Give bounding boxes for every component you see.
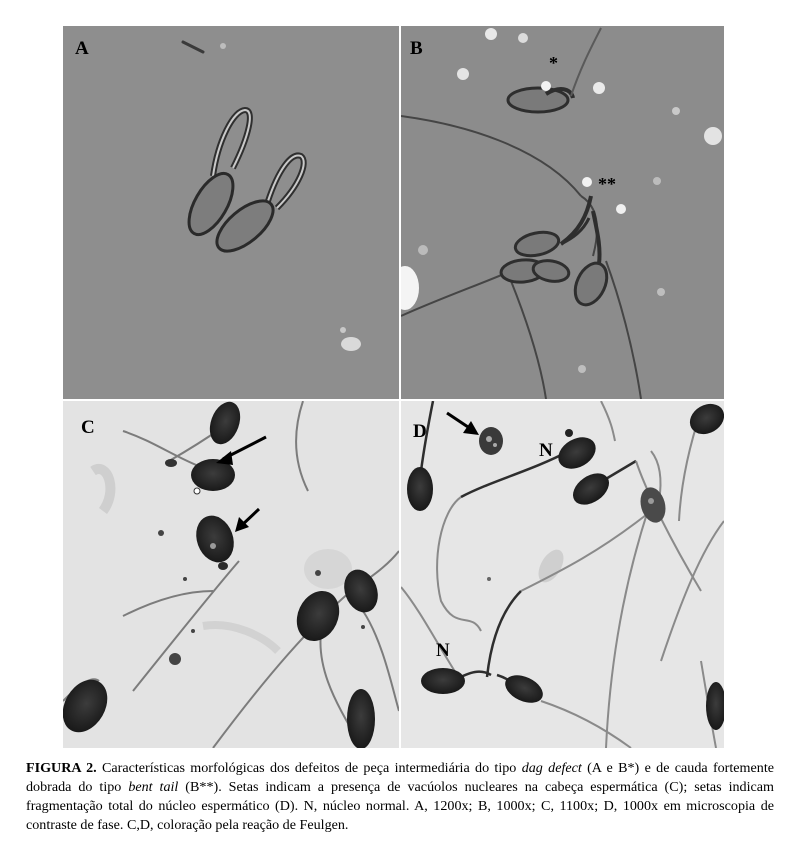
micrograph-panel-b <box>401 26 724 399</box>
panel-d-image <box>401 401 724 748</box>
sperm-head <box>407 467 433 511</box>
caption-term: bent tail <box>128 779 179 795</box>
figure-label: FIGURA 2. <box>26 760 97 776</box>
panel-a-image <box>63 26 399 399</box>
bent-tail-marker: ** <box>598 174 616 194</box>
caption-term: dag defect <box>521 760 582 776</box>
micrograph-panel-a <box>63 26 399 399</box>
panel-b-label: B <box>410 38 423 59</box>
panel-c-image <box>63 401 399 748</box>
panel-a-label: A <box>75 38 89 59</box>
sperm-head <box>479 427 503 455</box>
caption-text: Características morfológicas dos defeitos de peça intermediária do tipo <box>96 760 522 776</box>
sperm-head <box>347 689 375 748</box>
panel-b-image <box>401 26 724 399</box>
micrograph-panel-d <box>401 401 724 748</box>
caption-text: (A e B*) e de cauda fortemente dobrada do tipo <box>26 760 774 795</box>
normal-nucleus-label: N <box>436 640 450 661</box>
micrograph-panel-c <box>63 401 399 748</box>
sperm-head <box>421 668 465 694</box>
figure-caption <box>26 759 774 835</box>
caption-text: (B**). Setas indicam a presença de vacúolos nucleares na cabeça espermática (C); setas indicam fragmentação total do núcleo espermático (D). N, núcleo normal. A, 1200x; B, 1000x; C, 1100x; D, 1000x em microscopia de contraste de fase. C,D, coloração pela reação de Feulgen. <box>26 779 774 833</box>
normal-nucleus-label: N <box>539 440 553 461</box>
panel-d-label: D <box>413 421 427 442</box>
panel-c-label: C <box>81 417 95 438</box>
dag-defect-marker: * <box>549 53 558 73</box>
